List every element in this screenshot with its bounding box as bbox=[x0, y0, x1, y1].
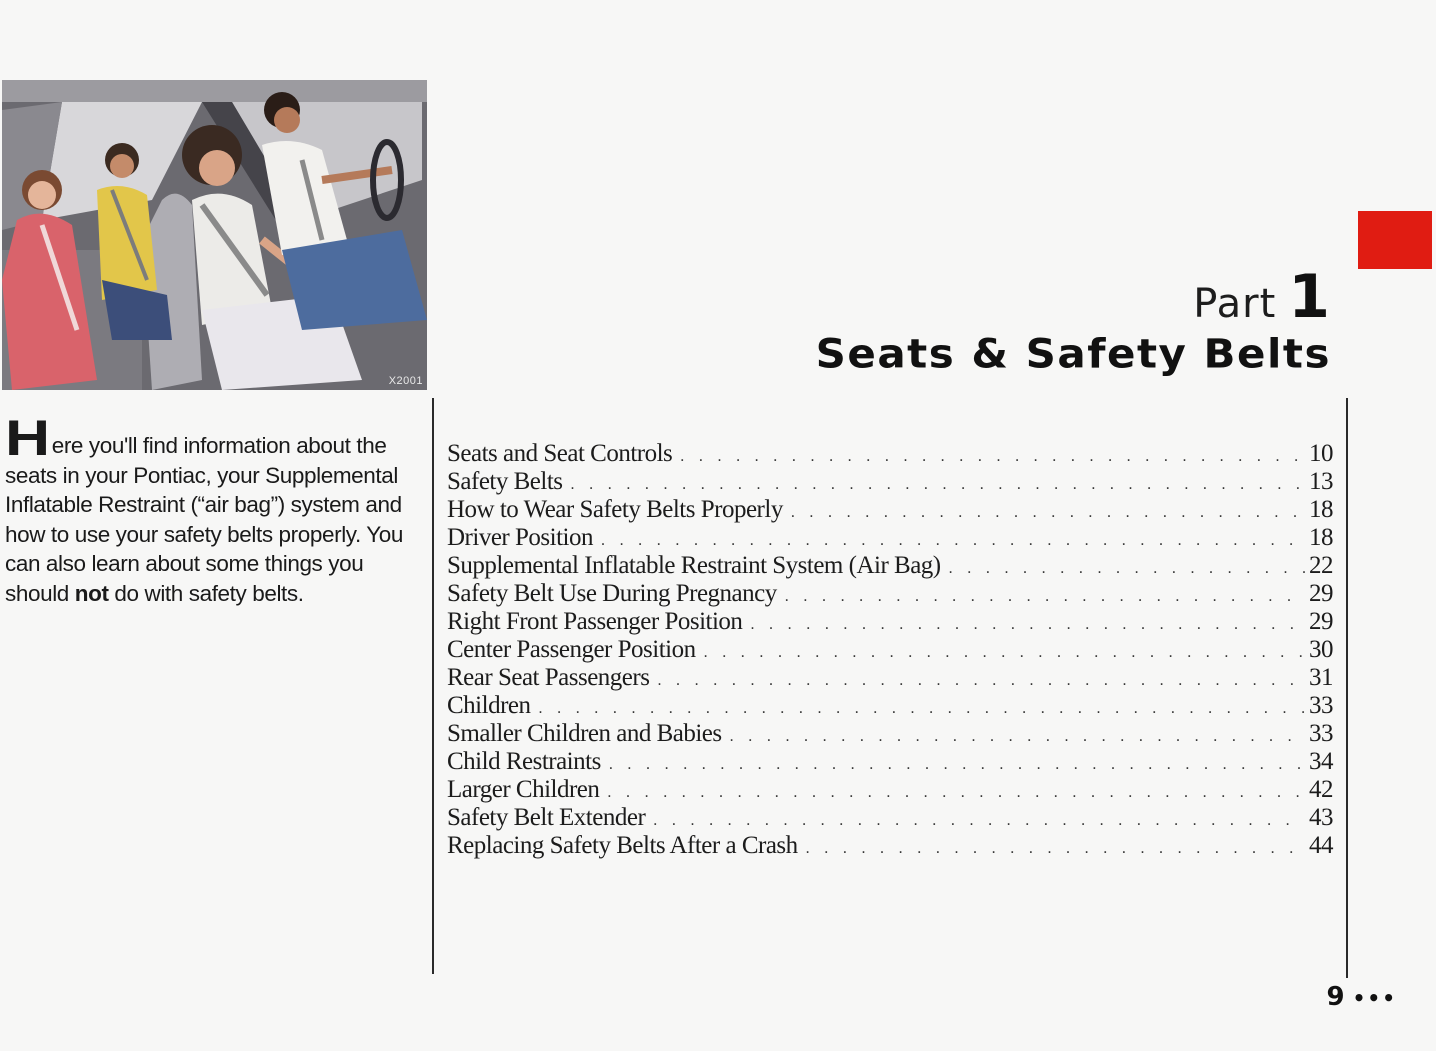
toc-entry-page: 30 bbox=[1309, 636, 1333, 663]
toc-entry[interactable] bbox=[447, 440, 1333, 468]
part-label: Part bbox=[1193, 281, 1277, 327]
toc-entry-title: Rear Seat Passengers bbox=[447, 664, 650, 691]
toc-entry-page: 34 bbox=[1309, 748, 1333, 775]
toc-entry-title: Safety Belts bbox=[447, 468, 563, 495]
toc-entry-title: Supplemental Inflatable Restraint System (Air Bag) bbox=[447, 552, 941, 579]
toc-entry-title: Child Restraints bbox=[447, 748, 601, 775]
toc-entry[interactable] bbox=[447, 748, 1333, 776]
page-folio bbox=[1327, 982, 1397, 1012]
toc-leader-dots bbox=[730, 728, 1305, 746]
toc-entry[interactable] bbox=[447, 804, 1333, 832]
toc-leader-dots bbox=[571, 476, 1305, 494]
toc-entry[interactable] bbox=[447, 664, 1333, 692]
toc-entry-page: 29 bbox=[1309, 580, 1333, 607]
toc-entry-title: Replacing Safety Belts After a Crash bbox=[447, 832, 798, 859]
toc-entry[interactable] bbox=[447, 552, 1333, 580]
toc-leader-dots bbox=[791, 504, 1305, 522]
toc-entry-page: 13 bbox=[1309, 468, 1333, 495]
toc-entry[interactable] bbox=[447, 692, 1333, 720]
family-in-car-illustration bbox=[2, 80, 427, 390]
toc-entry-title: Smaller Children and Babies bbox=[447, 720, 722, 747]
toc-leader-dots bbox=[601, 532, 1305, 550]
toc-entry-title: Children bbox=[447, 692, 531, 719]
page-number: 9 bbox=[1326, 982, 1345, 1012]
table-of-contents bbox=[447, 440, 1333, 860]
illustration-code: X2001 bbox=[388, 375, 423, 387]
left-divider bbox=[432, 398, 434, 974]
toc-entry[interactable] bbox=[447, 776, 1333, 804]
toc-entry-page: 29 bbox=[1309, 608, 1333, 635]
toc-leader-dots bbox=[653, 812, 1305, 830]
toc-entry-title: Larger Children bbox=[447, 776, 600, 803]
toc-entry[interactable] bbox=[447, 608, 1333, 636]
toc-entry-page: 18 bbox=[1309, 524, 1333, 551]
part-number: 1 bbox=[1288, 262, 1330, 332]
toc-entry-title: Driver Position bbox=[447, 524, 593, 551]
toc-leader-dots bbox=[609, 756, 1305, 774]
toc-entry-title: Safety Belt Use During Pregnancy bbox=[447, 580, 777, 607]
toc-entry-page: 18 bbox=[1309, 496, 1333, 523]
toc-entry-title: Seats and Seat Controls bbox=[447, 440, 673, 467]
toc-entry[interactable] bbox=[447, 720, 1333, 748]
toc-entry-page: 33 bbox=[1309, 720, 1333, 747]
toc-entry-page: 43 bbox=[1309, 804, 1333, 831]
section-tab-marker bbox=[1358, 211, 1432, 269]
toc-entry-title: Safety Belt Extender bbox=[447, 804, 646, 831]
intro-paragraph bbox=[5, 410, 423, 608]
toc-entry[interactable] bbox=[447, 580, 1333, 608]
right-divider bbox=[1346, 398, 1348, 978]
toc-leader-dots bbox=[785, 588, 1305, 606]
toc-entry-title: How to Wear Safety Belts Properly bbox=[447, 496, 783, 523]
folio-dots: ••• bbox=[1352, 986, 1397, 1010]
toc-entry[interactable] bbox=[447, 636, 1333, 664]
toc-leader-dots bbox=[806, 840, 1305, 858]
section-title: Seats & Safety Belts bbox=[815, 330, 1331, 377]
toc-entry[interactable] bbox=[447, 468, 1333, 496]
illustration-artwork bbox=[2, 80, 427, 390]
toc-entry[interactable] bbox=[447, 832, 1333, 860]
toc-entry-title: Center Passenger Position bbox=[447, 636, 696, 663]
toc-leader-dots bbox=[750, 616, 1305, 634]
toc-entry-page: 44 bbox=[1309, 832, 1333, 859]
toc-leader-dots bbox=[607, 784, 1305, 802]
toc-leader-dots bbox=[949, 560, 1305, 578]
toc-entry[interactable] bbox=[447, 524, 1333, 552]
toc-entry[interactable] bbox=[447, 496, 1333, 524]
toc-leader-dots bbox=[680, 448, 1305, 466]
toc-entry-page: 31 bbox=[1309, 664, 1333, 691]
intro-text-start: ere you'll find information about the seats in your Pontiac, your Supplemental Inflatable Restraint (“air bag”) system and how to use your safety belts properly. You can also learn about some things you should bbox=[5, 433, 404, 606]
toc-entry-page: 10 bbox=[1309, 440, 1333, 467]
intro-emphasis: not bbox=[74, 580, 109, 606]
toc-entry-title: Right Front Passenger Position bbox=[447, 608, 743, 635]
toc-leader-dots bbox=[704, 644, 1305, 662]
toc-entry-page: 42 bbox=[1309, 776, 1333, 803]
part-heading bbox=[1193, 262, 1330, 332]
toc-leader-dots bbox=[657, 672, 1305, 690]
toc-entry-page: 22 bbox=[1309, 552, 1333, 579]
intro-text-end: do with safety belts. bbox=[108, 580, 304, 606]
toc-leader-dots bbox=[539, 700, 1306, 718]
toc-entry-page: 33 bbox=[1309, 692, 1333, 719]
drop-cap: H bbox=[5, 410, 50, 466]
